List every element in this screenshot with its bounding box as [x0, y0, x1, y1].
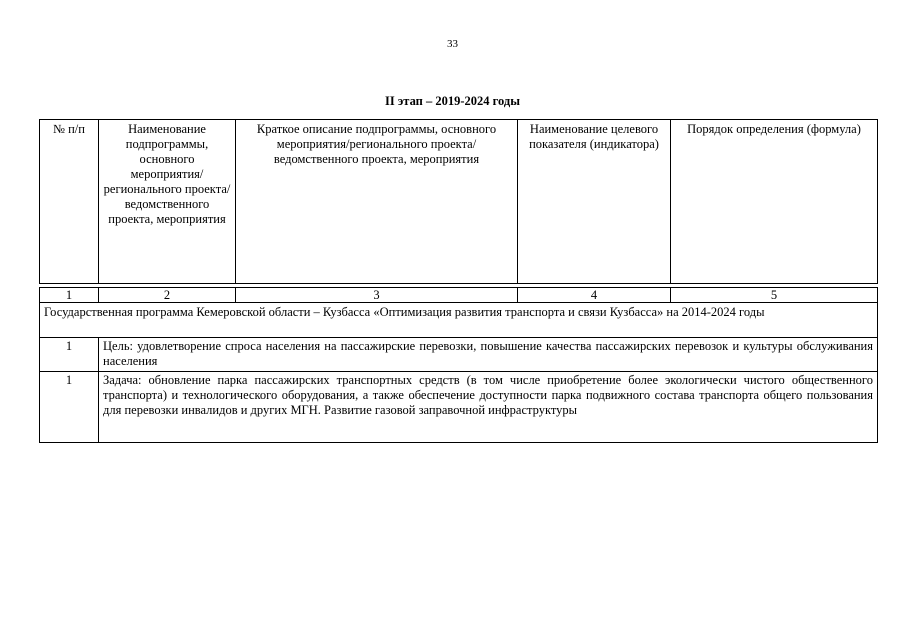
table-row	[40, 372, 878, 443]
header-row	[40, 120, 878, 284]
stage-title: II этап – 2019-2024 годы	[385, 94, 520, 108]
header-col-number: № п/п	[40, 120, 99, 284]
column-number-cell: 2	[99, 288, 236, 303]
program-title: Государственная программа Кемеровской области – Кузбасса «Оптимизация развития транспорта и связи Кузбасса» на 2014-2024 годы	[40, 303, 878, 338]
column-number-cell: 5	[671, 288, 878, 303]
column-number-cell: 4	[518, 288, 671, 303]
header-table	[39, 119, 878, 284]
column-number-cell: 3	[236, 288, 518, 303]
goal-text: Цель: удовлетворение спроса населения на пассажирские перевозки, повышение качества пассажирских перевозок и культуры обслуживания населения	[99, 338, 878, 372]
header-col-indicator: Наименование целевого показателя (индикатора)	[518, 120, 671, 284]
task-text: Задача: обновление парка пассажирских транспортных средств (в том числе приобретение более экологически чистого общественного транспорта) и технологического оборудования, а также обеспечение доступности парка подвижного состава транспорта общего пользования для перевозки инвалидов и других МГН. Развитие газовой заправочной инфраструктуры	[99, 372, 878, 443]
header-col-name: Наименование подпрограммы, основного мероприятия/ регионального проекта/ ведомственного проекта, мероприятия	[99, 120, 236, 284]
column-number-cell: 1	[40, 288, 99, 303]
header-col-description: Краткое описание подпрограммы, основного мероприятия/регионального проекта/ведомственного проекта, мероприятия	[236, 120, 518, 284]
row-number: 1	[40, 338, 99, 372]
body-table	[39, 287, 878, 443]
program-title-row	[40, 303, 878, 338]
row-number: 1	[40, 372, 99, 443]
header-col-formula: Порядок определения (формула)	[671, 120, 878, 284]
table-row	[40, 338, 878, 372]
column-numbers-row	[40, 288, 878, 303]
page-number: 33	[447, 38, 458, 50]
